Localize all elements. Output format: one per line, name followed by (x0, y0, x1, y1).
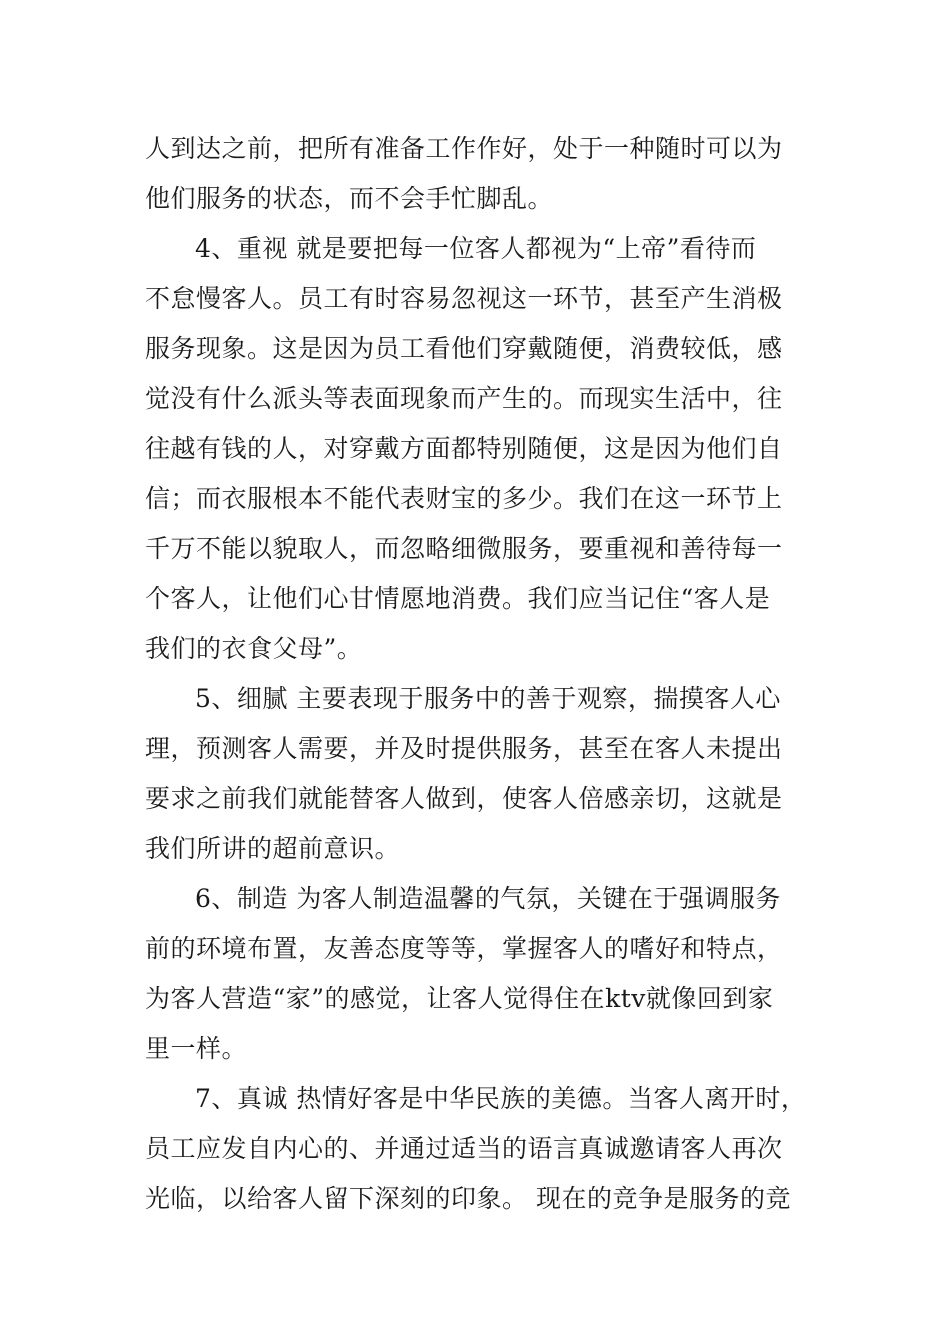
text-line: 不怠慢客人。员工有时容易忽视这一环节，甚至产生消极 (145, 284, 783, 313)
text-line: 前的环境布置，友善态度等等，掌握客人的嗜好和特点， (145, 934, 783, 963)
text-line: 我们的衣食父母”。 (145, 634, 363, 663)
text-line: 服务现象。这是因为员工看他们穿戴随便，消费较低，感 (145, 334, 783, 363)
document-body (145, 124, 835, 1224)
paragraph-first-line: 6、制造 为客人制造温馨的气氛，关键在于强调服务 (195, 884, 781, 913)
text-line: 员工应发自内心的、并通过适当的语言真诚邀请客人再次 (145, 1134, 783, 1163)
text-line: 千万不能以貌取人，而忽略细微服务，要重视和善待每一 (145, 534, 783, 563)
text-line: 他们服务的状态，而不会手忙脚乱。 (145, 184, 554, 213)
text-line: 信；而衣服根本不能代表财宝的多少。我们在这一环节上 (145, 484, 783, 513)
text-line: 里一样。 (145, 1034, 248, 1063)
text-line: 要求之前我们就能替客人做到，使客人倍感亲切，这就是 (145, 784, 783, 813)
paragraph-first-line: 5、细腻 主要表现于服务中的善于观察，揣摸客人心 (195, 684, 781, 713)
text-line: 个客人，让他们心甘情愿地消费。我们应当记住“客人是 (145, 584, 771, 613)
text-line: 我们所讲的超前意识。 (145, 834, 401, 863)
text-line: 人到达之前，把所有准备工作作好，处于一种随时可以为 (145, 134, 783, 163)
paragraph-first-line: 7、真诚 热情好客是中华民族的美德。当客人离开时， (195, 1084, 807, 1113)
text-line: 理，预测客人需要，并及时提供服务，甚至在客人未提出 (145, 734, 783, 763)
text-line: 往越有钱的人，对穿戴方面都特别随便，这是因为他们自 (145, 434, 783, 463)
text-line: 觉没有什么派头等表面现象而产生的。而现实生活中，往 (145, 384, 783, 413)
text-line: 光临，以给客人留下深刻的印象。 现在的竞争是服务的竞 (145, 1184, 791, 1213)
paragraph-first-line: 4、重视 就是要把每一位客人都视为“上帝”看待而 (195, 234, 757, 263)
text-line: 为客人营造“家”的感觉，让客人觉得住在ktv就像回到家 (145, 984, 774, 1013)
